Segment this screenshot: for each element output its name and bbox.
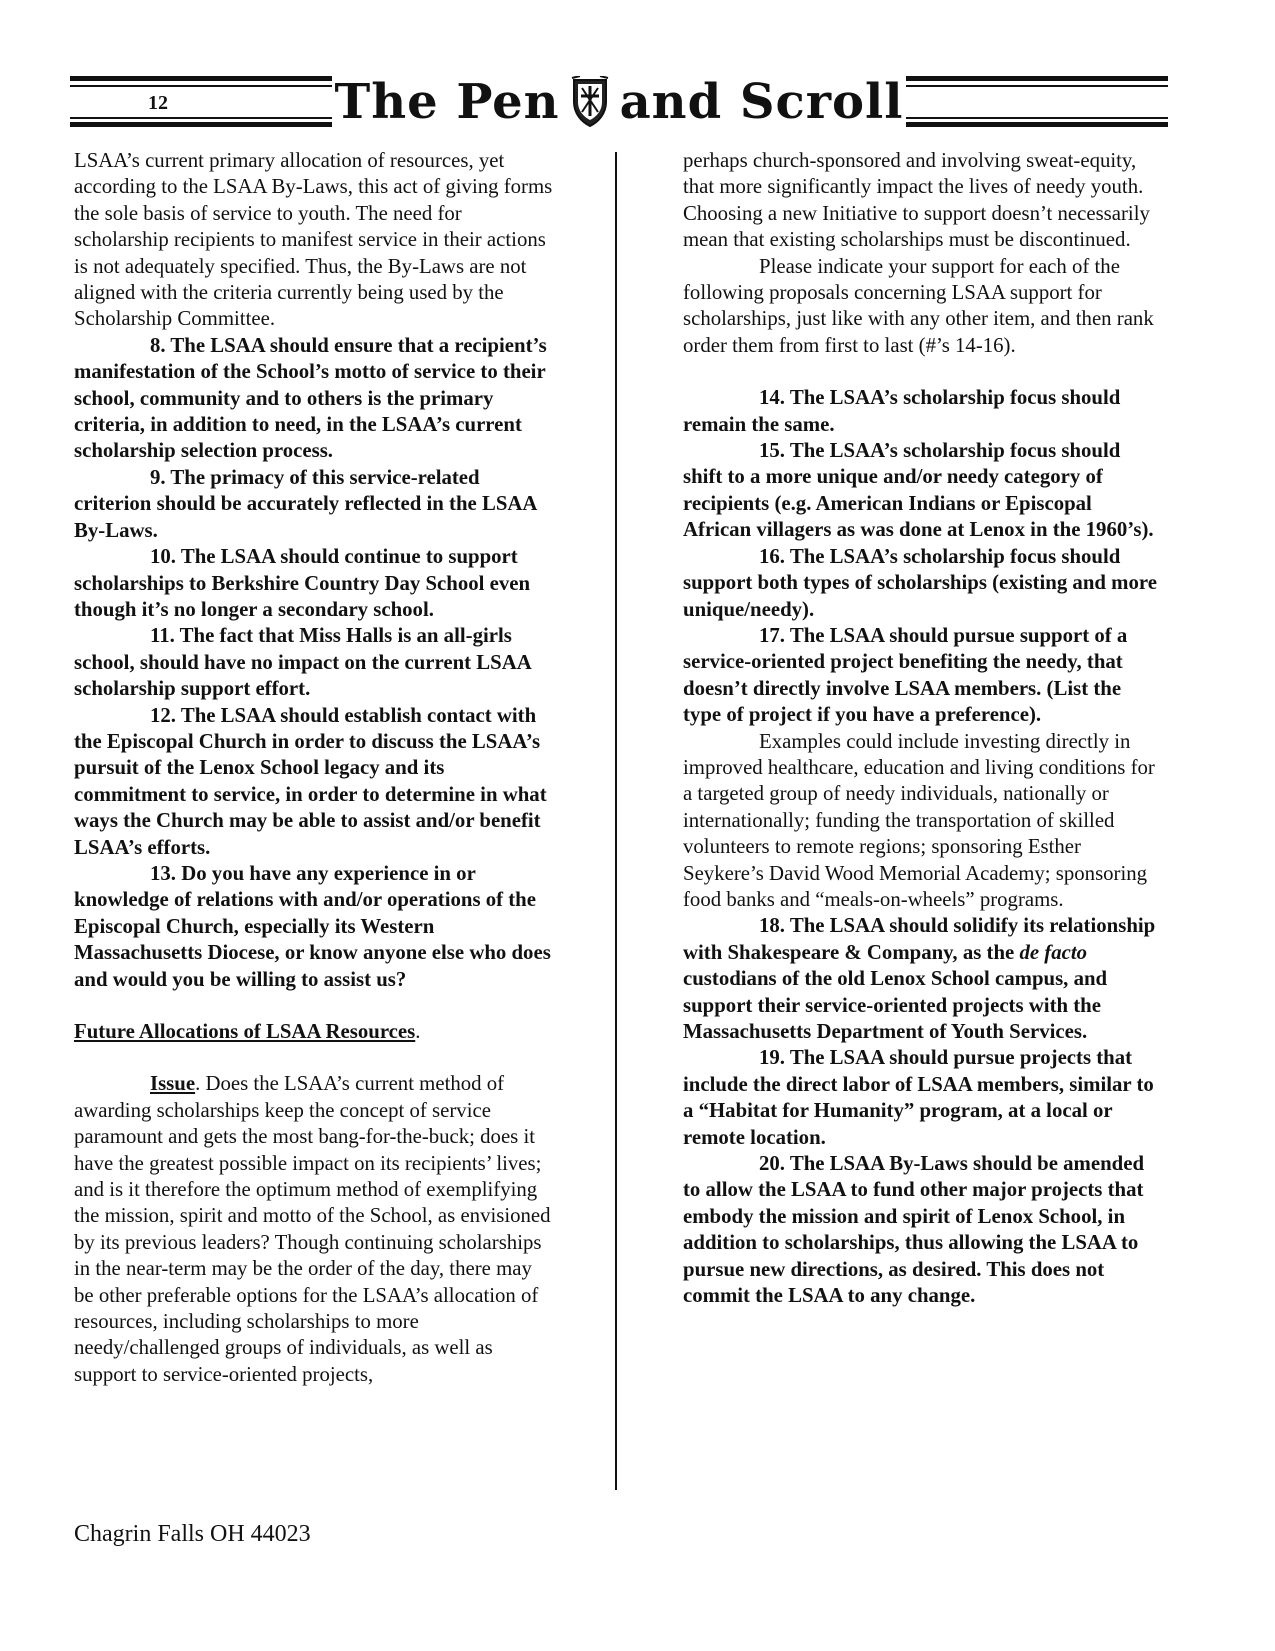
section-heading-text: Future Allocations of LSAA Resources: [74, 1020, 416, 1043]
title-right: and Scroll: [619, 74, 904, 130]
question-15: 15. The LSAA’s scholarship focus should shift to a more unique and/or needy category of recipients (e.g. American Indians or Episcopal African villagers as was done at Lenox in the 1960’s).: [683, 439, 1154, 542]
question-18-part-b: custodians of the old Lenox School campus, and support their service-oriented projects with the Massachusetts Department of Youth Services.: [683, 967, 1108, 1043]
question-14: 14. The LSAA’s scholarship focus should remain the same.: [683, 386, 1121, 436]
newsletter-title: [332, 70, 906, 134]
question-11: 11. The fact that Miss Halls is an all-girls school, should have no impact on the current LSAA scholarship support effort.: [74, 624, 531, 701]
question-8: 8. The LSAA should ensure that a recipient’s manifestation of the School’s motto of service to their school, community and to others is the primary criteria, in addition to need, in the LSAA’s current scholarship selection process.: [74, 333, 547, 463]
page-number: 12: [148, 92, 168, 114]
question-16: 16. The LSAA’s scholarship focus should support both types of scholarships (existing and more unique/needy).: [683, 544, 1157, 621]
question-10: 10. The LSAA should continue to support scholarships to Berkshire Country Day School even though it’s no longer a secondary school.: [74, 545, 531, 621]
question-13: 13. Do you have any experience in or knowledge of relations with and/or operations of the Episcopal Church, especially its Western Massachusetts Diocese, or know anyone else who does and would you be willing to assist us?: [74, 861, 551, 991]
question-12: 12. The LSAA should establish contact with the Episcopal Church in order to discuss the LSAA’s pursuit of the Lenox School legacy and its commitment to service, in order to determine in what ways the Church may be able to assist and/or benefit LSAA’s efforts.: [74, 703, 547, 859]
masthead: [70, 70, 1168, 134]
issue-label: Issue: [150, 1072, 196, 1096]
continued-paragraph: perhaps church-sponsored and involving sweat-equity, that more significantly impact the lives of needy youth. Choosing a new Initiative to support doesn’t necessarily mean that existing scholarships must be discontinued.: [683, 149, 1150, 252]
right-column: [683, 148, 1163, 1309]
question-18-italic: de facto: [1019, 940, 1088, 964]
question-18-part-a: 18. The LSAA should solidify its relationship with Shakespeare & Company, as the: [683, 914, 1156, 964]
left-column: [74, 148, 554, 1388]
footer-address: Chagrin Falls OH 44023: [74, 1521, 311, 1547]
issue-paragraph: [74, 1071, 554, 1388]
question-20: 20. The LSAA By-Laws should be amended to allow the LSAA to fund other major projects that embody the mission and spirit of Lenox School, in addition to scholarships, thus allowing the LSAA to pursue new directions, as desired. This does not commit the LSAA to any change.: [683, 1152, 1145, 1308]
question-17: 17. The LSAA should pursue support of a service-oriented project benefiting the needy, that doesn’t directly involve LSAA members. (List the type of project if you have a preference).: [683, 623, 1128, 727]
column-divider: [615, 152, 617, 1490]
instructions-paragraph: Please indicate your support for each of the following proposals concerning LSAA support for scholarships, just like with any other item, and then rank order them from first to last (#’s 14-16).: [683, 254, 1154, 357]
masthead-left-rules: [70, 76, 332, 128]
section-heading: [74, 1019, 554, 1045]
question-9: 9. The primacy of this service-related criterion should be accurately reflected in the LSAA By-Laws.: [74, 465, 537, 542]
intro-paragraph: LSAA’s current primary allocation of resources, yet according to the LSAA By-Laws, this act of giving forms the sole basis of service to youth. The need for scholarship recipients to manifest service in their actions is not adequately specified. Thus, the By-Laws are not aligned with the criteria currently being used by the Scholarship Committee.: [74, 149, 553, 331]
examples-paragraph: Examples could include investing directly in improved healthcare, education and living conditions for a targeted group of needy individuals, nationally or internationally; funding the transportation of skilled volunteers to remote regions; sponsoring Esther Seykere’s David Wood Memorial Academy; sponsoring food banks and “meals-on-wheels” programs.: [683, 729, 1155, 911]
title-left: The Pen: [334, 74, 560, 130]
issue-text: . Does the LSAA’s current method of awarding scholarships keep the concept of service paramount and gets the most bang-for-the-buck; does it have the greatest possible impact on its recipients’ lives; and is it therefore the optimum method of exemplifying the mission, spirit and motto of the School, as envisioned by its previous leaders? Though continuing scholarships in the near-term may be the order of the day, there may be other preferable options for the LSAA’s allocation of resources, including scholarships to more needy/challenged groups of individuals, as well as support to service-oriented projects,: [74, 1072, 551, 1386]
section-heading-period: .: [415, 1020, 421, 1043]
masthead-right-rules: [906, 76, 1168, 128]
shield-crest-icon: [570, 76, 610, 128]
question-18: [683, 913, 1163, 1045]
question-19: 19. The LSAA should pursue projects that include the direct labor of LSAA members, similar to a “Habitat for Humanity” program, at a local or remote location.: [683, 1046, 1154, 1149]
